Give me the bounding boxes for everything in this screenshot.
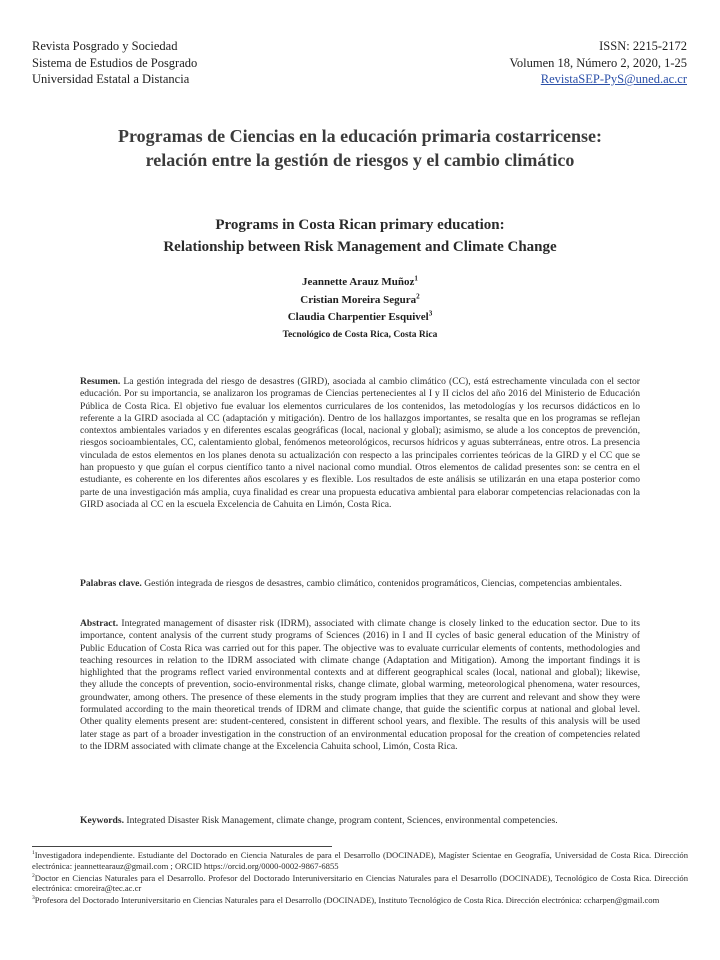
resumen-section (80, 376, 640, 511)
author-2-name: Cristian Moreira Segura (300, 293, 417, 306)
keywords-text: Integrated Disaster Risk Management, climate change, program content, Sciences, environmental competencies. (126, 815, 558, 826)
palabras-clave-section (80, 578, 640, 590)
footnote-2-text: Doctor en Ciencias Naturales para el Desarrollo. Profesor del Doctorado Interuniversitario en Ciencias Naturales para el Desarrollo (DOCINADE), Tecnológico de Costa Rica. Dirección electrónica: cmoreira@tec.ac.cr (32, 872, 688, 894)
volume-info: Volumen 18, Número 2, 2020, 1-25 (509, 55, 687, 70)
affiliation: Tecnológico de Costa Rica, Costa Rica (282, 329, 438, 340)
footnote-divider (32, 846, 332, 847)
university-name: Universidad Estatal a Distancia (32, 72, 190, 86)
title-spanish-line-1: Programas de Ciencias en la educación primaria costarricense: (117, 126, 603, 146)
keywords-section (80, 815, 640, 827)
abstract-section (80, 618, 640, 753)
author-3-footnote-ref: 3 (428, 309, 433, 318)
issn: ISSN: 2215-2172 (599, 39, 687, 53)
title-english-line-1: Programs in Costa Rican primary education: (215, 217, 505, 233)
author-1 (180, 274, 540, 292)
abstract-label: Abstract. (80, 618, 119, 629)
resumen-text: La gestión integrada del riesgo de desastres (GIRD), asociada al cambio climático (CC), está estrechamente vinculada con el sector educación. Por su importancia, se analizaron los programas de Ciencias pertenecientes al I y II ciclos del año 2016 del Ministerio de Educación Pública de Costa Rica. El objetivo fue evaluar los elementos curriculares de los contenidos, las metodologías y los recursos didácticos en lo referente a la GIRD asociada al CC (adaptación y mitigación). Dentro de los hallazgos importantes, se resalta que en los programas se reflejan contextos ambientales variados y en diferentes escalas geográficas (local, nacional y global); asimismo, se alude a los conceptos de prevención, riesgos socioambientales, CC, calentamiento global, fenómenos meteorológicos, recursos hídricos y aguas subterráneas, entre otros. La presencia vinculada de estos elementos en los planes denota su actualización con respecto a las principales corrientes teóricas de la GIRD y el CC que se han propuesto y que guían el corpus científico tanto a nivel nacional como mundial. Otros elementos de calidad presentes son: se centra en el estudiante, es coherente en los diferentes años escolares y es flexible. Los resultados de este análisis se utilizarán en una etapa posterior como parte de una investigación más amplia, cuya finalidad es crear una propuesta educativa ambiental para elaborar competencias relacionadas con la GIRD asociada al CC en la escuela Excelencia de Cahuita en Limón, Costa Rica. (80, 376, 640, 510)
footnotes (32, 850, 688, 907)
footnote-2-marker: 2 (32, 872, 35, 879)
journal-header-left (32, 38, 197, 88)
resumen-label: Resumen. (80, 376, 121, 387)
footnote-1-text: Investigadora independiente. Estudiante del Doctorado en Ciencia Naturales de para el Desarrollo (DOCINADE), Magíster Scientae en Geografía, Universidad de Costa Rica. Dirección electrónica: jeannettearauz@gmail.com ; ORCID https://orcid.org/0000-0002-9867-6855 (32, 850, 688, 871)
footnote-3-marker: 3 (32, 895, 35, 902)
author-list (180, 274, 540, 344)
title-spanish-line-2: relación entre la gestión de riesgos y el cambio climático (145, 150, 575, 170)
footnote-3 (32, 895, 688, 906)
author-3-name: Claudia Charpentier Esquivel (287, 311, 429, 323)
author-2 (180, 292, 540, 310)
journal-name: Revista Posgrado y Sociedad (32, 39, 178, 53)
footnote-2 (32, 873, 688, 895)
title-spanish (40, 124, 680, 172)
footnote-1 (32, 850, 688, 872)
title-english (40, 214, 680, 258)
journal-header-right (509, 38, 687, 88)
palabras-clave-label: Palabras clave. (80, 578, 142, 589)
abstract-text: Integrated management of disaster risk (IDRM), associated with climate change is closely linked to the education sector. Due to its importance, content analysis of the current study programs of Sciences (2016) in I and II cycles of basic general education of the Ministry of Public Education of Costa Rica was carried out for this paper. The objective was to evaluate curricular elements of contents, methodologies and teaching resources in relation to the IDRM associated with climate change (Adaptation and Mitigation). Among the important findings it is highlighted that the programs reflect varied environmental contexts and at different geographical scales (local, national and global); likewise, they allude the concepts of prevention, socio-environmental risks, change climate, global warming, meteorological phenomena, water resources, groundwater, among others. The presence of these elements in the study program implies that they are current and relevant and show they were formulated according to the main theoretical trends of IDRM and climate change, that guide the scientific corpus at national and global level. Other quality elements present are: student-centered, consistent in different school years, and flexible. The results of this analysis will be used later stage as part of a broader investigation in the construction of an environmental education proposal for the creation of competencies related to the IDRM associated with climate change at the Excelencia Cahuita school, Limón, Costa Rica. (80, 618, 640, 752)
keywords-label: Keywords. (80, 815, 124, 826)
footnote-3-text: Profesora del Doctorado Interuniversitario en Ciencias Naturales para el Desarrollo (DOCINADE), Instituto Tecnológico de Costa Rica. Dirección electrónica: ccharpen@gmail.com (34, 895, 660, 906)
author-1-footnote-ref: 1 (414, 274, 418, 283)
footnote-1-marker: 1 (32, 850, 35, 857)
title-english-line-2: Relationship between Risk Management and Climate Change (163, 239, 557, 255)
journal-email-link[interactable]: RevistaSEP-PyS@uned.ac.cr (540, 72, 687, 86)
palabras-clave-text: Gestión integrada de riesgos de desastres, cambio climático, contenidos programáticos, Ciencias, competencias ambientales. (144, 578, 622, 589)
author-3 (180, 309, 540, 327)
author-2-footnote-ref: 2 (416, 291, 420, 300)
author-1-name: Jeannette Arauz Muñoz (301, 276, 415, 288)
system-name: Sistema de Estudios de Posgrado (32, 55, 198, 70)
